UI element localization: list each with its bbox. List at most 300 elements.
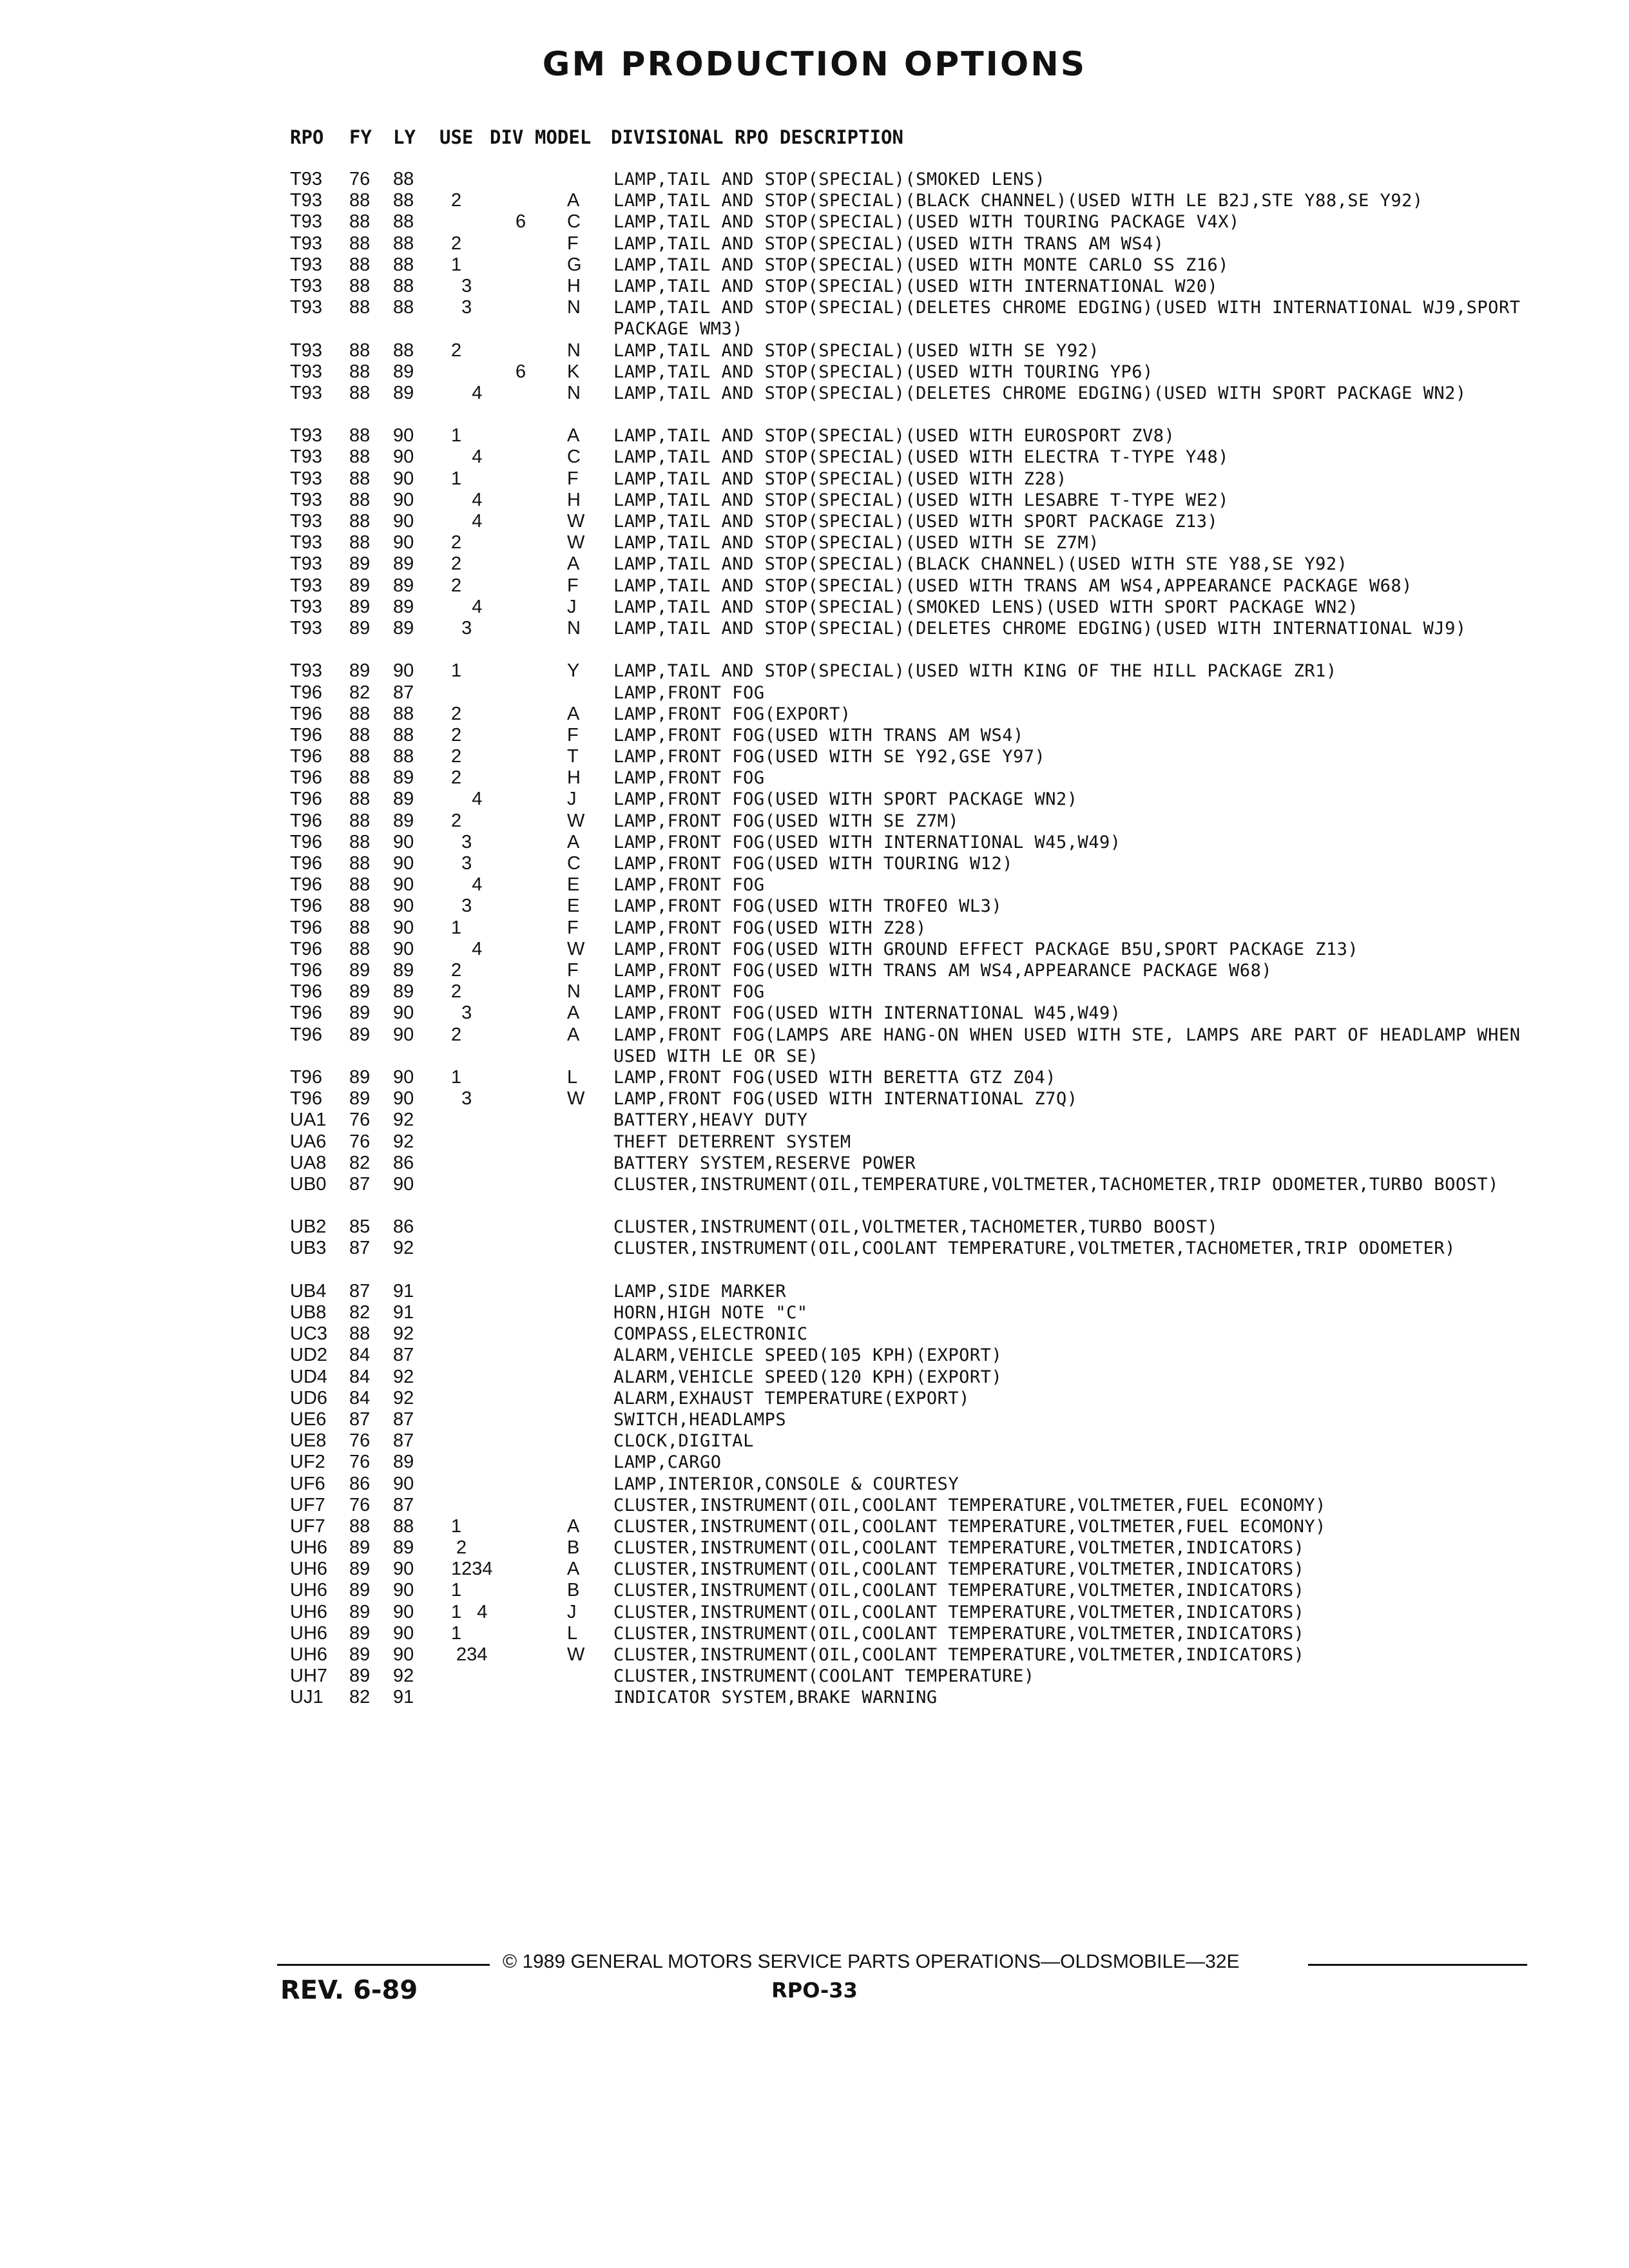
- model-cell: N: [567, 981, 581, 1003]
- description-cell: LAMP,FRONT FOG(USED WITH Z28): [613, 918, 927, 938]
- fy-cell: 88: [349, 489, 371, 510]
- model-cell: H: [567, 767, 581, 789]
- fy-cell: 88: [349, 447, 371, 468]
- rpo-cell: T96: [290, 746, 322, 767]
- ly-cell: 88: [393, 724, 414, 745]
- description-cell: CLUSTER,INSTRUMENT(COOLANT TEMPERATURE): [613, 1666, 1035, 1687]
- header-fy: FY: [349, 126, 372, 148]
- description-cell: ALARM,EXHAUST TEMPERATURE(EXPORT): [613, 1388, 970, 1408]
- ly-cell: 90: [393, 425, 414, 447]
- rpo-cell: T96: [290, 981, 322, 1003]
- fy-cell: 82: [349, 1302, 371, 1323]
- table-row: [290, 1110, 1579, 1131]
- description-cell: LAMP,FRONT FOG(USED WITH INTERNATIONAL W45,W49): [613, 1003, 1121, 1024]
- ly-cell: 88: [393, 275, 414, 296]
- ly-cell: 89: [393, 981, 414, 1003]
- fy-cell: 85: [349, 1216, 371, 1238]
- use-cell: 1: [451, 1515, 462, 1537]
- rpo-cell: UB0: [290, 1173, 327, 1195]
- use-cell: 1: [451, 917, 462, 938]
- rpo-cell: UH6: [290, 1622, 328, 1644]
- use-cell: 2: [451, 532, 462, 553]
- rpo-cell: T93: [290, 233, 322, 254]
- fy-cell: 89: [349, 1644, 371, 1666]
- rpo-cell: UA1: [290, 1110, 327, 1131]
- ly-cell: 90: [393, 489, 414, 510]
- model-cell: B: [567, 1580, 580, 1601]
- model-cell: N: [567, 382, 581, 403]
- table-row: [290, 425, 1579, 447]
- ly-cell: 92: [393, 1131, 414, 1152]
- ly-cell: 89: [393, 810, 414, 831]
- description-cell: LAMP,INTERIOR,CONSOLE & COURTESY: [613, 1474, 959, 1494]
- table-row: [290, 725, 1579, 746]
- table-row: [290, 447, 1579, 468]
- fy-cell: 89: [349, 1580, 371, 1601]
- description-cell: LAMP,TAIL AND STOP(SPECIAL)(SMOKED LENS)(USED WITH SPORT PACKAGE WN2): [613, 597, 1359, 617]
- description-cell: CLUSTER,INSTRUMENT(OIL,COOLANT TEMPERATURE,VOLTMETER,INDICATORS): [613, 1645, 1305, 1666]
- description-cell: CLUSTER,INSTRUMENT(OIL,COOLANT TEMPERATURE,VOLTMETER,INDICATORS): [613, 1602, 1305, 1622]
- use-cell: 2: [451, 959, 462, 981]
- rpo-cell: T93: [290, 617, 322, 639]
- rpo-cell: T93: [290, 447, 322, 468]
- table-row: [290, 297, 1579, 340]
- description-cell: LAMP,TAIL AND STOP(SPECIAL)(USED WITH MONTE CARLO SS Z16): [613, 255, 1229, 275]
- ly-cell: 90: [393, 874, 414, 896]
- ly-cell: 90: [393, 511, 414, 532]
- table-row: [290, 1302, 1579, 1323]
- description-cell: LAMP,FRONT FOG: [613, 768, 765, 789]
- use-cell: 2: [451, 703, 462, 724]
- table-row: [290, 553, 1579, 575]
- rpo-cell: T96: [290, 896, 322, 917]
- rpo-cell: UH6: [290, 1537, 328, 1559]
- ly-cell: 87: [393, 1430, 414, 1452]
- footer-page-number: RPO-33: [771, 1978, 858, 2003]
- use-cell: 3: [451, 896, 472, 917]
- model-cell: F: [567, 468, 579, 489]
- ly-cell: 88: [393, 1515, 414, 1537]
- description-cell: LAMP,TAIL AND STOP(SPECIAL)(USED WITH Z28): [613, 468, 1067, 489]
- rpo-cell: UF7: [290, 1494, 325, 1515]
- ly-cell: 89: [393, 596, 414, 617]
- ly-cell: 90: [393, 1601, 414, 1622]
- use-cell: 4: [451, 938, 483, 959]
- table-row: [290, 1644, 1579, 1666]
- use-cell: 2: [451, 1537, 467, 1559]
- fy-cell: 89: [349, 1622, 371, 1644]
- description-cell: LAMP,FRONT FOG: [613, 682, 765, 703]
- description-cell: CLUSTER,INSTRUMENT(OIL,COOLANT TEMPERATURE,VOLTMETER,FUEL ECONOMY): [613, 1495, 1326, 1515]
- description-cell: LAMP,FRONT FOG(EXPORT): [613, 704, 851, 724]
- fy-cell: 88: [349, 254, 371, 275]
- rpo-cell: T93: [290, 468, 322, 489]
- use-cell: 1 4: [451, 1601, 488, 1622]
- fy-cell: 89: [349, 617, 371, 639]
- table-row: [290, 618, 1579, 660]
- description-cell: CLUSTER,INSTRUMENT(OIL,VOLTMETER,TACHOMETER,TURBO BOOST): [613, 1217, 1219, 1238]
- rpo-cell: T96: [290, 959, 322, 981]
- use-cell: 2: [451, 810, 462, 831]
- div-cell: 6: [516, 211, 526, 233]
- table-row: [290, 190, 1579, 211]
- model-cell: F: [567, 233, 579, 254]
- fy-cell: 88: [349, 896, 371, 917]
- description-cell: SWITCH,HEADLAMPS: [613, 1409, 787, 1430]
- table-row: [290, 211, 1579, 233]
- model-cell: Y: [567, 660, 580, 682]
- header-rpo: RPO: [290, 126, 324, 148]
- description-cell: LAMP,TAIL AND STOP(SPECIAL)(USED WITH LESABRE T-TYPE WE2): [613, 490, 1229, 510]
- rpo-cell: T93: [290, 575, 322, 596]
- fy-cell: 76: [349, 1494, 371, 1515]
- ly-cell: 90: [393, 1088, 414, 1110]
- fy-cell: 82: [349, 682, 371, 703]
- description-cell: BATTERY,HEAVY DUTY: [613, 1110, 808, 1131]
- table-row: [290, 1474, 1579, 1495]
- model-cell: F: [567, 724, 579, 745]
- use-cell: 3: [451, 831, 472, 852]
- table-row: [290, 1323, 1579, 1345]
- model-cell: A: [567, 1003, 580, 1024]
- table-row: [290, 1559, 1579, 1580]
- fy-cell: 76: [349, 1110, 371, 1131]
- use-cell: 4: [451, 382, 483, 403]
- description-cell: LAMP,TAIL AND STOP(SPECIAL)(USED WITH TRANS AM WS4,APPEARANCE PACKAGE W68): [613, 575, 1412, 596]
- model-cell: J: [567, 1601, 577, 1622]
- use-cell: 1: [451, 254, 462, 275]
- description-cell: LAMP,TAIL AND STOP(SPECIAL)(USED WITH TOURING YP6): [613, 361, 1153, 382]
- ly-cell: 88: [393, 746, 414, 767]
- fy-cell: 89: [349, 1088, 371, 1110]
- description-cell: LAMP,FRONT FOG: [613, 875, 765, 896]
- fy-cell: 88: [349, 767, 371, 789]
- rpo-cell: T96: [290, 1088, 322, 1110]
- div-cell: 6: [516, 361, 526, 382]
- table-row: [290, 1238, 1579, 1280]
- table-row: [290, 276, 1579, 297]
- ly-cell: 90: [393, 831, 414, 852]
- table-row: [290, 1067, 1579, 1088]
- rpo-cell: UH6: [290, 1644, 328, 1666]
- fy-cell: 84: [349, 1387, 371, 1408]
- description-cell: THEFT DETERRENT SYSTEM: [613, 1131, 851, 1152]
- table-row: [290, 853, 1579, 874]
- description-cell: LAMP,TAIL AND STOP(SPECIAL)(USED WITH INTERNATIONAL W20): [613, 276, 1219, 296]
- footer-rule-right: [1308, 1964, 1527, 1966]
- table-row: [290, 1388, 1579, 1409]
- table-row: [290, 1666, 1579, 1687]
- ly-cell: 91: [393, 1302, 414, 1323]
- model-cell: W: [567, 511, 585, 532]
- use-cell: 2: [451, 981, 462, 1003]
- fy-cell: 88: [349, 938, 371, 959]
- fy-cell: 88: [349, 211, 371, 233]
- ly-cell: 90: [393, 660, 414, 682]
- fy-cell: 88: [349, 853, 371, 874]
- description-cell: LAMP,FRONT FOG(USED WITH BERETTA GTZ Z04): [613, 1067, 1056, 1088]
- fy-cell: 88: [349, 190, 371, 211]
- description-cell: CLOCK,DIGITAL: [613, 1431, 754, 1452]
- ly-cell: 87: [393, 1494, 414, 1515]
- fy-cell: 88: [349, 703, 371, 724]
- description-cell: CLUSTER,INSTRUMENT(OIL,COOLANT TEMPERATURE,VOLTMETER,TACHOMETER,TRIP ODOMETER): [613, 1238, 1456, 1259]
- ly-cell: 91: [393, 1280, 414, 1302]
- fy-cell: 82: [349, 1687, 371, 1708]
- description-cell: LAMP,FRONT FOG(USED WITH TROFEO WL3): [613, 896, 1003, 917]
- use-cell: 2: [451, 724, 462, 745]
- ly-cell: 90: [393, 1173, 414, 1195]
- fy-cell: 89: [349, 596, 371, 617]
- ly-cell: 92: [393, 1238, 414, 1259]
- description-cell: LAMP,TAIL AND STOP(SPECIAL)(USED WITH SE Z7M): [613, 533, 1099, 553]
- rpo-cell: UC3: [290, 1323, 328, 1345]
- description-cell: LAMP,FRONT FOG(USED WITH TRANS AM WS4,APPEARANCE PACKAGE W68): [613, 960, 1273, 981]
- rpo-cell: T96: [290, 1066, 322, 1088]
- use-cell: 2: [451, 767, 462, 789]
- fy-cell: 76: [349, 1131, 371, 1152]
- description-cell: ALARM,VEHICLE SPEED(105 KPH)(EXPORT): [613, 1345, 1003, 1366]
- description-cell: CLUSTER,INSTRUMENT(OIL,COOLANT TEMPERATURE,VOLTMETER,INDICATORS): [613, 1623, 1305, 1644]
- description-cell: COMPASS,ELECTRONIC: [613, 1324, 808, 1345]
- table-row: [290, 1452, 1579, 1473]
- fy-cell: 88: [349, 532, 371, 553]
- description-cell: LAMP,TAIL AND STOP(SPECIAL)(SMOKED LENS): [613, 169, 1046, 189]
- use-cell: 3: [451, 1003, 472, 1024]
- ly-cell: 89: [393, 382, 414, 403]
- ly-cell: 92: [393, 1323, 414, 1345]
- fy-cell: 88: [349, 361, 371, 382]
- ly-cell: 88: [393, 340, 414, 361]
- rpo-cell: T96: [290, 1003, 322, 1024]
- table-row: [290, 169, 1579, 190]
- fy-cell: 87: [349, 1280, 371, 1302]
- fy-cell: 89: [349, 1666, 371, 1687]
- table-row: [290, 981, 1579, 1003]
- rpo-cell: UH6: [290, 1601, 328, 1622]
- model-cell: B: [567, 1537, 580, 1559]
- header-div: DIV: [490, 126, 524, 148]
- table-row: [290, 597, 1579, 618]
- model-cell: F: [567, 575, 579, 596]
- rpo-cell: T96: [290, 874, 322, 896]
- table-row: [290, 1024, 1579, 1067]
- fy-cell: 89: [349, 1559, 371, 1580]
- fy-cell: 88: [349, 1323, 371, 1345]
- fy-cell: 76: [349, 1452, 371, 1473]
- table-row: [290, 468, 1579, 490]
- ly-cell: 88: [393, 297, 414, 318]
- fy-cell: 88: [349, 1515, 371, 1537]
- description-cell: LAMP,TAIL AND STOP(SPECIAL)(USED WITH SE Y92): [613, 340, 1099, 361]
- table-row: [290, 1153, 1579, 1174]
- description-cell: CLUSTER,INSTRUMENT(OIL,COOLANT TEMPERATURE,VOLTMETER,FUEL ECOMONY): [613, 1516, 1326, 1537]
- model-cell: N: [567, 340, 581, 361]
- rpo-cell: UH7: [290, 1666, 328, 1687]
- table-row: [290, 1430, 1579, 1452]
- fy-cell: 89: [349, 553, 371, 575]
- fy-cell: 84: [349, 1345, 371, 1366]
- ly-cell: 89: [393, 575, 414, 596]
- rpo-cell: T96: [290, 703, 322, 724]
- rpo-cell: T96: [290, 810, 322, 831]
- ly-cell: 88: [393, 190, 414, 211]
- table-row: [290, 767, 1579, 789]
- model-cell: F: [567, 959, 579, 981]
- rpo-cell: UD6: [290, 1387, 328, 1408]
- footer-rule-left: [277, 1964, 490, 1966]
- header-use: USE: [439, 126, 474, 148]
- model-cell: W: [567, 938, 585, 959]
- rpo-cell: UD2: [290, 1345, 328, 1366]
- rpo-cell: T93: [290, 596, 322, 617]
- ly-cell: 89: [393, 789, 414, 810]
- description-cell: LAMP,TAIL AND STOP(SPECIAL)(USED WITH EUROSPORT ZV8): [613, 426, 1175, 447]
- rpo-cell: T93: [290, 489, 322, 510]
- model-cell: J: [567, 596, 577, 617]
- description-cell: LAMP,TAIL AND STOP(SPECIAL)(BLACK CHANNEL)(USED WITH LE B2J,STE Y88,SE Y92): [613, 191, 1423, 211]
- table-row: [290, 511, 1579, 532]
- table-row: [290, 746, 1579, 767]
- ly-cell: 90: [393, 896, 414, 917]
- fy-cell: 88: [349, 874, 371, 896]
- fy-cell: 88: [349, 275, 371, 296]
- fy-cell: 89: [349, 1066, 371, 1088]
- fy-cell: 89: [349, 660, 371, 682]
- fy-cell: 76: [349, 1430, 371, 1452]
- fy-cell: 89: [349, 575, 371, 596]
- rpo-cell: T93: [290, 553, 322, 575]
- use-cell: 2: [451, 575, 462, 596]
- table-row: [290, 1602, 1579, 1623]
- rpo-cell: T93: [290, 190, 322, 211]
- table-row: [290, 1516, 1579, 1537]
- rpo-cell: UF6: [290, 1473, 325, 1494]
- model-cell: W: [567, 1644, 585, 1666]
- description-cell: CLUSTER,INSTRUMENT(OIL,COOLANT TEMPERATURE,VOLTMETER,INDICATORS): [613, 1559, 1305, 1580]
- ly-cell: 89: [393, 959, 414, 981]
- table-row: [290, 1409, 1579, 1430]
- rpo-cell: T96: [290, 789, 322, 810]
- table-row: [290, 255, 1579, 276]
- fy-cell: 87: [349, 1173, 371, 1195]
- description-cell: LAMP,TAIL AND STOP(SPECIAL)(USED WITH KING OF THE HILL PACKAGE ZR1): [613, 661, 1337, 682]
- rpo-cell: T93: [290, 532, 322, 553]
- use-cell: 1: [451, 660, 462, 682]
- model-cell: A: [567, 831, 580, 852]
- ly-cell: 90: [393, 468, 414, 489]
- rpo-cell: UB2: [290, 1216, 327, 1238]
- ly-cell: 88: [393, 211, 414, 233]
- model-cell: A: [567, 425, 580, 447]
- ly-cell: 90: [393, 532, 414, 553]
- fy-cell: 88: [349, 831, 371, 852]
- model-cell: L: [567, 1622, 578, 1644]
- description-cell: LAMP,FRONT FOG: [613, 982, 765, 1003]
- model-cell: N: [567, 297, 581, 318]
- ly-cell: 90: [393, 1066, 414, 1088]
- table-row: [290, 682, 1579, 704]
- ly-cell: 90: [393, 1559, 414, 1580]
- rpo-cell: UB8: [290, 1302, 327, 1323]
- table-row: [290, 789, 1579, 810]
- model-cell: T: [567, 746, 579, 767]
- table-row: [290, 1088, 1579, 1110]
- fy-cell: 88: [349, 746, 371, 767]
- model-cell: A: [567, 553, 580, 575]
- fy-cell: 86: [349, 1473, 371, 1494]
- description-cell: CLUSTER,INSTRUMENT(OIL,COOLANT TEMPERATURE,VOLTMETER,INDICATORS): [613, 1581, 1305, 1601]
- rpo-cell: T93: [290, 275, 322, 296]
- ly-cell: 88: [393, 169, 414, 189]
- table-row: [290, 340, 1579, 361]
- table-row: [290, 532, 1579, 553]
- use-cell: 3: [451, 275, 472, 296]
- ly-cell: 91: [393, 1687, 414, 1708]
- table-row: [290, 1281, 1579, 1302]
- use-cell: 3: [451, 1088, 472, 1110]
- rpo-cell: T96: [290, 917, 322, 938]
- ly-cell: 87: [393, 1408, 414, 1430]
- table-row: [290, 1003, 1579, 1024]
- table-row: [290, 1345, 1579, 1366]
- rpo-cell: UE6: [290, 1408, 327, 1430]
- use-cell: 4: [451, 596, 483, 617]
- table-row: [290, 1623, 1579, 1644]
- description-cell: LAMP,FRONT FOG(USED WITH TOURING W12): [613, 854, 1013, 874]
- ly-cell: 88: [393, 703, 414, 724]
- rpo-cell: T93: [290, 361, 322, 382]
- use-cell: 2: [451, 340, 462, 361]
- fy-cell: 89: [349, 1003, 371, 1024]
- fy-cell: 89: [349, 981, 371, 1003]
- table-row: [290, 1216, 1579, 1238]
- use-cell: 1: [451, 1622, 462, 1644]
- model-cell: A: [567, 1515, 580, 1537]
- rpo-cell: T96: [290, 938, 322, 959]
- ly-cell: 90: [393, 1644, 414, 1666]
- fy-cell: 82: [349, 1152, 371, 1173]
- fy-cell: 88: [349, 297, 371, 318]
- rpo-cell: T96: [290, 767, 322, 789]
- fy-cell: 88: [349, 789, 371, 810]
- description-cell: LAMP,TAIL AND STOP(SPECIAL)(USED WITH TRANS AM WS4): [613, 233, 1164, 254]
- table-row: [290, 1174, 1579, 1216]
- table-row: [290, 874, 1579, 896]
- model-cell: C: [567, 853, 581, 874]
- model-cell: J: [567, 789, 577, 810]
- header-model: MODEL: [535, 126, 592, 148]
- table-row: [290, 575, 1579, 597]
- table-row: [290, 1367, 1579, 1388]
- use-cell: 1: [451, 425, 462, 447]
- table-row: [290, 1495, 1579, 1516]
- description-cell: LAMP,TAIL AND STOP(SPECIAL)(USED WITH TOURING PACKAGE V4X): [613, 212, 1240, 233]
- description-cell: LAMP,SIDE MARKER: [613, 1281, 787, 1302]
- ly-cell: 90: [393, 1003, 414, 1024]
- model-cell: A: [567, 1024, 580, 1045]
- description-cell: LAMP,TAIL AND STOP(SPECIAL)(USED WITH SPORT PACKAGE Z13): [613, 512, 1219, 532]
- ly-cell: 89: [393, 1452, 414, 1473]
- ly-cell: 92: [393, 1110, 414, 1131]
- table-row: [290, 939, 1579, 960]
- model-cell: C: [567, 447, 581, 468]
- description-cell: LAMP,TAIL AND STOP(SPECIAL)(DELETES CHROME EDGING)(USED WITH SPORT PACKAGE WN2): [613, 383, 1467, 403]
- model-cell: H: [567, 489, 581, 510]
- rpo-cell: T93: [290, 340, 322, 361]
- page-title: GM PRODUCTION OPTIONS: [542, 45, 1087, 84]
- fy-cell: 89: [349, 1537, 371, 1559]
